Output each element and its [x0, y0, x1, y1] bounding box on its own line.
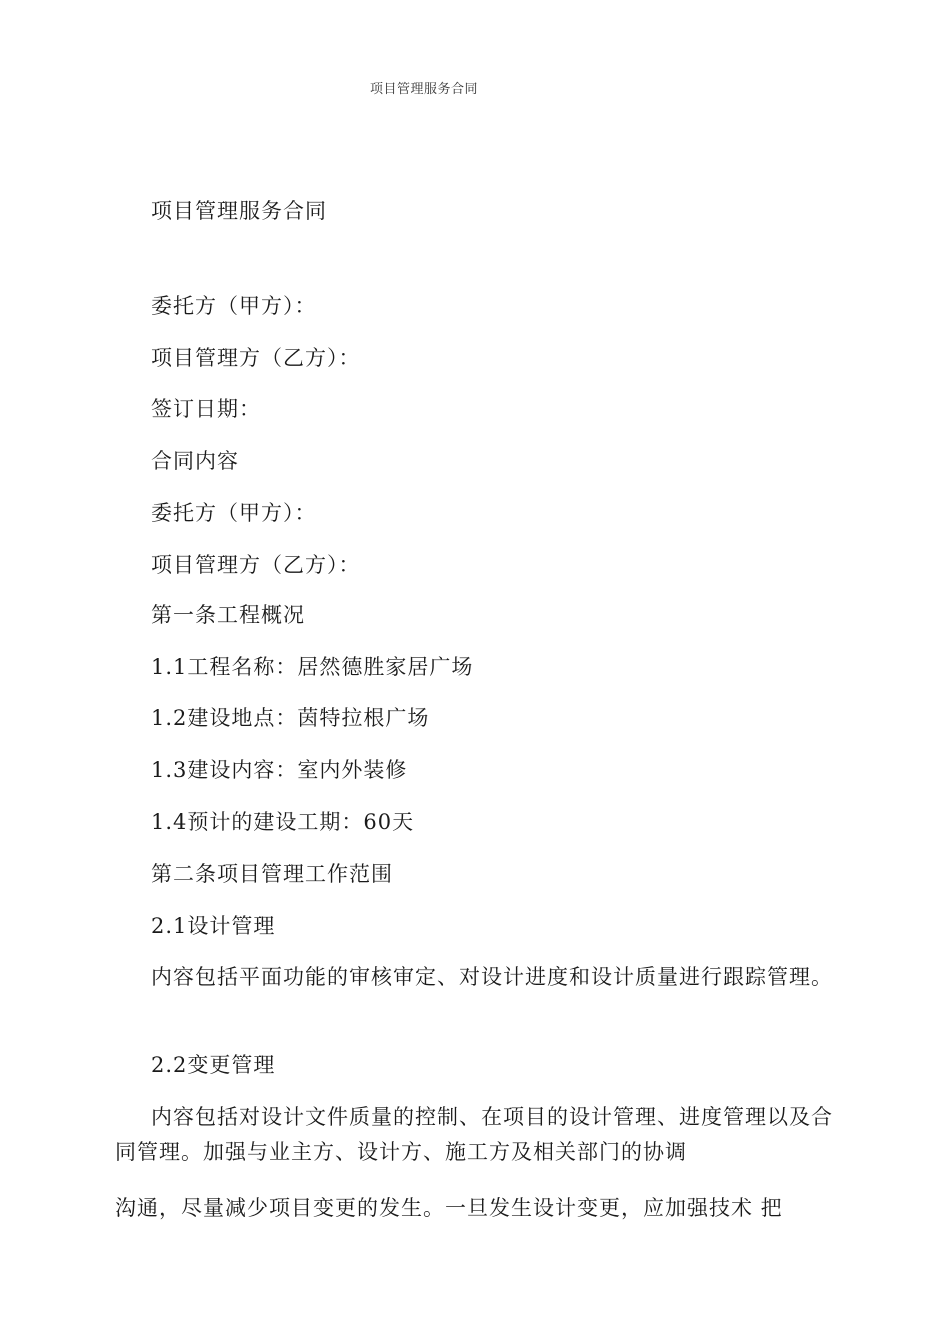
item-1-1: 1.1工程名称：居然德胜家居广场	[151, 655, 474, 679]
item-1-2: 1.2建设地点：茵特拉根广场	[151, 706, 430, 730]
running-header: 项目管理服务合同	[369, 82, 478, 97]
item-1-4: 1.4预计的建设工期：60天	[151, 810, 415, 834]
article-2-heading: 第二条项目管理工作范围	[151, 862, 393, 886]
party-a-line-2: 委托方（甲方）：	[151, 501, 317, 525]
item-2-1: 2.1设计管理	[151, 914, 276, 938]
paragraph-2-1: 内容包括平面功能的审核审定、对设计进度和设计质量进行跟踪管理。	[151, 965, 833, 989]
contract-content-heading: 合同内容	[151, 449, 239, 473]
item-1-3: 1.3建设内容：室内外装修	[151, 758, 408, 782]
party-a-line: 委托方（甲方）：	[151, 294, 317, 318]
paragraph-2-2: 内容包括对设计文件质量的控制、在项目的设计管理、进度管理以及合同管理。加强与业主方、设计方、施工方及相关部门的协调	[115, 1105, 833, 1164]
document-title: 项目管理服务合同	[151, 199, 327, 223]
paragraph-2-2-continued: 沟通，尽量减少项目变更的发生。一旦发生设计变更，应加强技术 把	[115, 1196, 783, 1220]
sign-date-line: 签订日期：	[151, 397, 261, 421]
party-b-line-2: 项目管理方（乙方）：	[151, 553, 361, 577]
item-2-2: 2.2变更管理	[151, 1053, 276, 1077]
article-1-heading: 第一条工程概况	[151, 603, 305, 627]
party-b-line: 项目管理方（乙方）：	[151, 346, 361, 370]
